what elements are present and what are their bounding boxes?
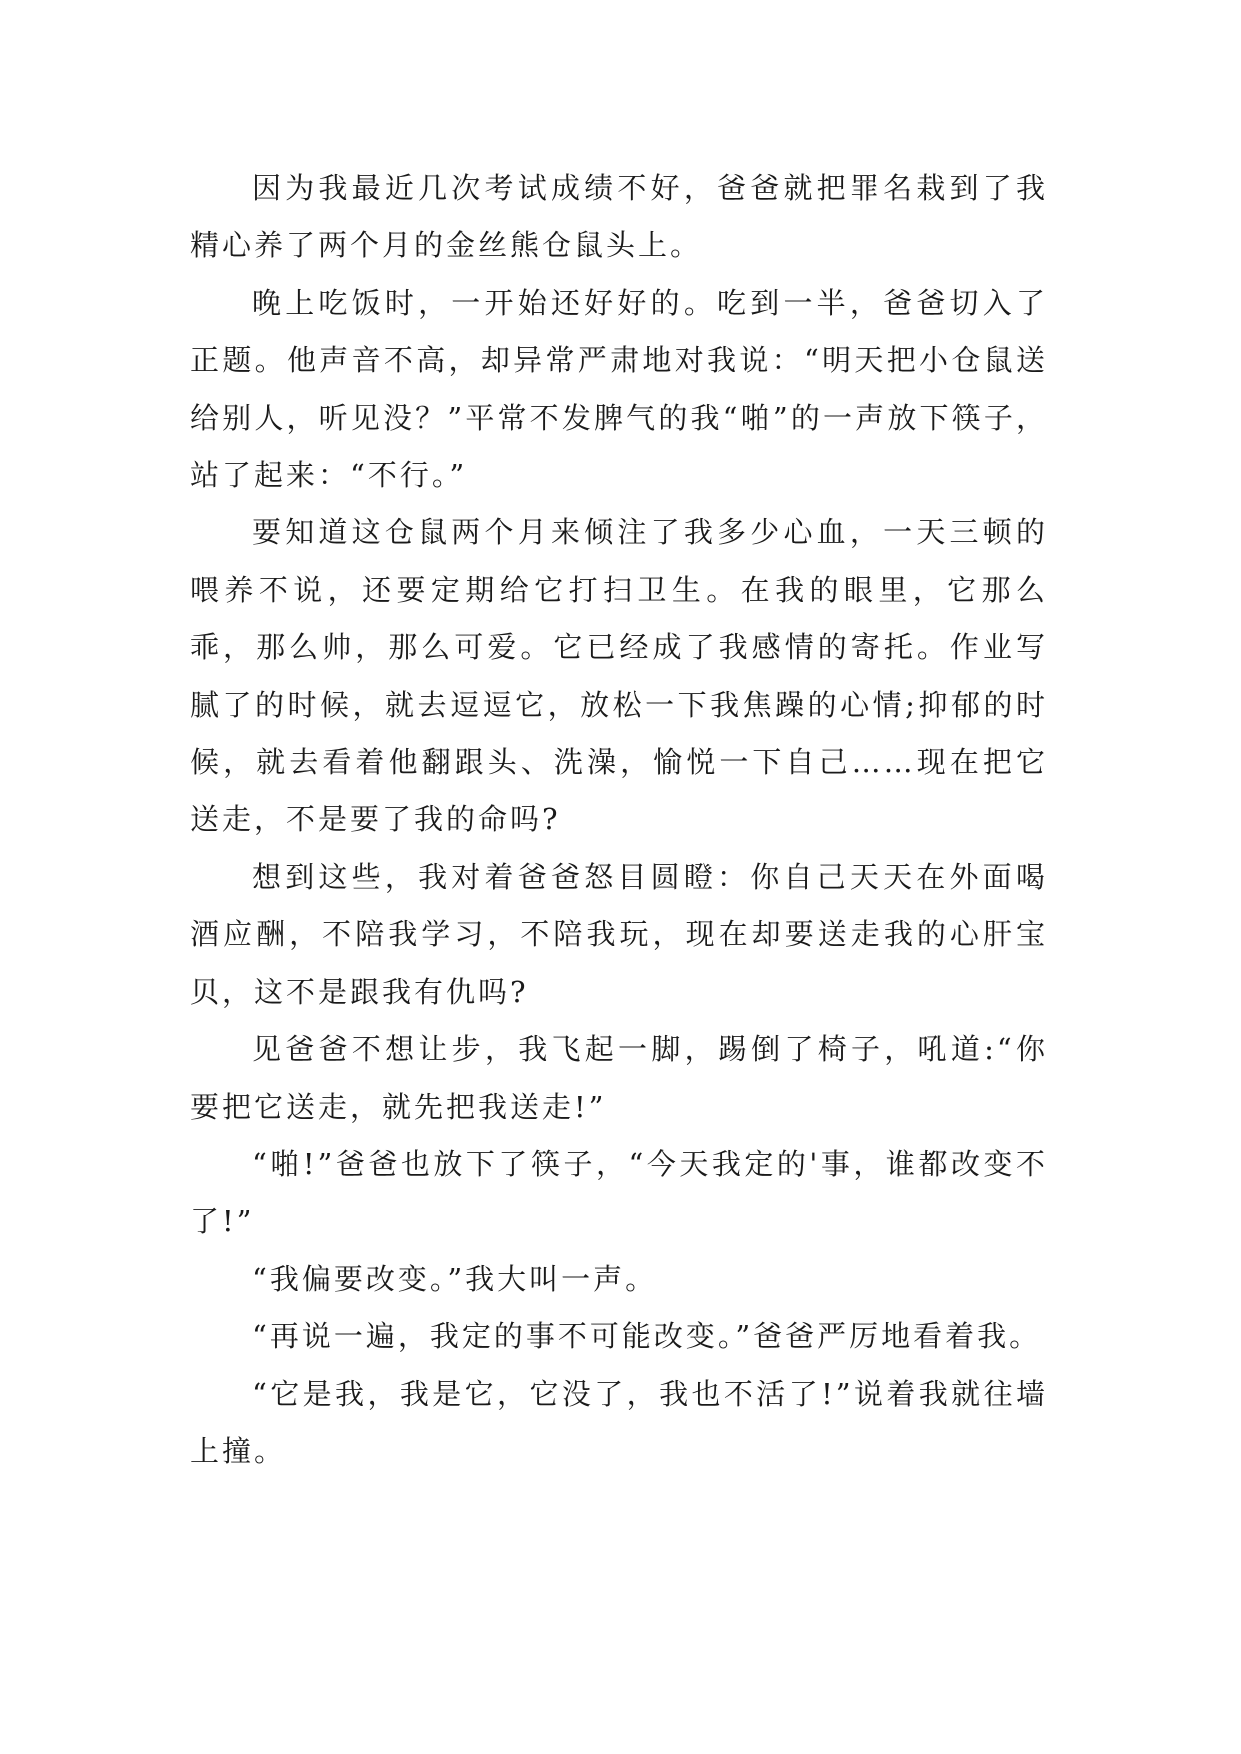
paragraph-5: 见爸爸不想让步，我飞起一脚，踢倒了椅子，吼道:“你要把它送走，就先把我送走!”	[190, 1032, 1048, 1124]
paragraph-8: “再说一遍，我定的事不可能改变。”爸爸严厉地看着我。	[252, 1319, 1042, 1354]
paragraph-6: “啪!”爸爸也放下了筷子，“今天我定的'事，谁都改变不了!”	[190, 1146, 1048, 1239]
paragraph-7: “我偏要改变。”我大叫一声。	[252, 1261, 658, 1296]
article-body	[190, 160, 1048, 1480]
paragraph-1: 因为我最近几次考试成绩不好，爸爸就把罪名栽到了我精心养了两个月的金丝熊仓鼠头上。	[190, 171, 1048, 263]
paragraph-3: 要知道这仓鼠两个月来倾注了我多少心血，一天三顿的喂养不说，还要定期给它打扫卫生。在我的眼里，它那么乖，那么帅，那么可爱。它已经成了我感情的寄托。作业写腻了的时候，就去逗逗它，放松一下我焦躁的心情;抑郁的时候，就去看着他翻跟头、洗澡，愉悦一下自己……现在把它送走，不是要了我的命吗?	[190, 515, 1048, 837]
paragraph-9: “它是我，我是它，它没了，我也不活了!”说着我就往墙上撞。	[190, 1376, 1048, 1468]
paragraph-4: 想到这些，我对着爸爸怒目圆瞪：你自己天天在外面喝酒应酬，不陪我学习，不陪我玩，现在却要送走我的心肝宝贝，这不是跟我有仇吗?	[190, 859, 1048, 1009]
paragraph-2: 晚上吃饭时，一开始还好好的。吃到一半，爸爸切入了正题。他声音不高，却异常严肃地对我说：“明天把小仓鼠送给别人，听见没？”平常不发脾气的我“啪”的一声放下筷子，站了起来：“不行。”	[190, 285, 1048, 493]
